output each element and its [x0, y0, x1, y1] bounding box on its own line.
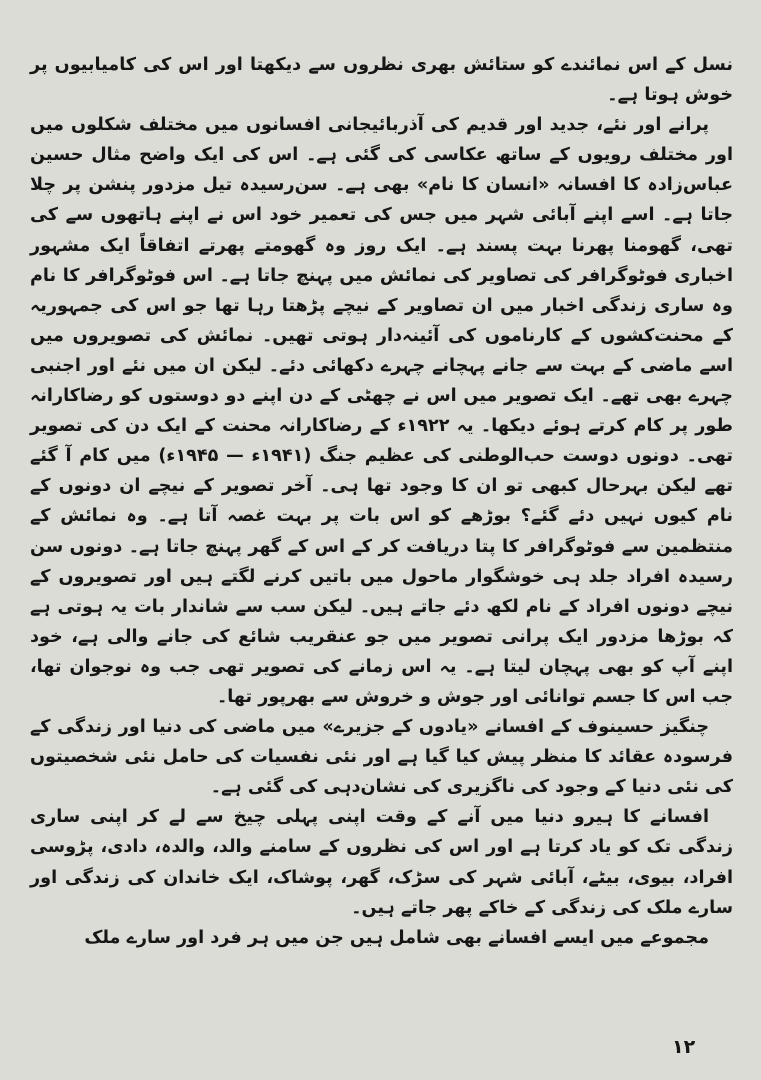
paragraph: چنگیز حسینوف کے افسانے «یادوں کے جزیرے» میں ماضی کی دنیا اور زندگی کے فرسودہ عقائد کا منظر پیش کیا گیا ہے اور نئی نفسیات کی حامل نئی شخصیتوں کی نئی دنیا کے وجود کی ناگزیری کی نشان‌دہی کی گئی ہے۔	[30, 717, 733, 798]
paragraph: نسل کے اس نمائندے کو ستائش بھری نظروں سے دیکھتا اور اس کی کامیابیوں پر خوش ہوتا ہے۔	[30, 55, 733, 106]
paragraph: پرانے اور نئے، جدید اور قدیم کی آذربائیجانی افسانوں میں مختلف شکلوں میں اور مختلف رویوں کے ساتھ عکاسی کی گئی ہے۔ اس کی ایک واضح مثال حسین عباس‌زادہ کا افسانہ «انسان کا نام» بھی ہے۔ سن‌رسیدہ تیل مزدور پنشن پر چلا جاتا ہے۔ اسے اپنے آبائی شہر میں جس کی تعمیر خود اس نے اپنے ہاتھوں سے کی تھی، گھومنا پھرنا بہت پسند ہے۔ ایک روز وہ گھومتے پھرتے اتفاقاً ایک مشہور اخباری فوٹوگرافر کی تصاویر کی نمائش میں پہنچ جاتا ہے۔ اس فوٹوگرافر کا نام وہ ساری زندگی اخبار میں ان تصاویر کے نیچے پڑھتا رہا تھا جو اس کی جمہوریہ کے محنت‌کشوں کے کارناموں کی آئینہ‌دار ہوتی تھیں۔ نمائش کی تصویروں میں اسے ماضی کے بہت سے جانے پہچانے چہرے دکھائی دئے۔ لیکن ان میں نئے اور اجنبی چہرے بھی تھے۔ ایک تصویر میں اس نے چھٹی کے دن اپنے دو دوستوں کو رضاکارانہ طور پر کام کرتے ہوئے دیکھا۔ یہ ۱۹۲۲ء کے رضاکارانہ محنت کے ایک دن کی تصویر تھی۔ دونوں دوست حب‌الوطنی کی عظیم جنگ (۱۹۴۱ء — ۱۹۴۵ء) میں کام آ گئے تھے لیکن بہرحال کبھی تو ان کا وجود تھا ہی۔ آخر تصویر کے نیچے ان دونوں کے نام کیوں نہیں دئے گئے؟ بوڑھے کو اس بات پر بہت غصہ آتا ہے۔ وہ نمائش کے منتظمین سے فوٹوگرافر کا پتا دریافت کر کے اس کے گھر پہنچ جاتا ہے۔ دونوں سن رسیدہ افراد جلد ہی خوشگوار ماحول میں باتیں کرنے لگتے ہیں اور تصویروں کے نیچے دونوں افراد کے نام لکھ دئے جاتے ہیں۔ لیکن سب سے شاندار بات یہ ہوتی ہے کہ بوڑھا مزدور ایک پرانی تصویر میں جو عنقریب شائع کی جانے والی ہے، خود اپنے آپ کو بھی پہچان لیتا ہے۔ یہ اس زمانے کی تصویر تھی جب وہ نوجوان تھا، جب اس کا جسم توانائی اور جوش و خروش سے بھرپور تھا۔	[30, 115, 734, 707]
page-number: ۱۲	[672, 1036, 696, 1058]
body-text	[30, 50, 733, 953]
paragraph: مجموعے میں ایسے افسانے بھی شامل ہیں جن میں ہر فرد اور سارے ملک	[84, 927, 709, 948]
paragraph: افسانے کا ہیرو دنیا میں آنے کے وقت اپنی پہلی چیخ سے لے کر اپنی ساری زندگی تک کو یاد کرتا ہے اور اس کی نظروں کے سامنے والد، والدہ، دادی، پڑوسی افراد، بیوی، بیٹے، آبائی شہر کی سڑک، گھر، پوشاک، ایک خاندان کی زندگی اور سارے ملک کی زندگی کے خاکے پھر جاتے ہیں۔	[30, 807, 733, 918]
